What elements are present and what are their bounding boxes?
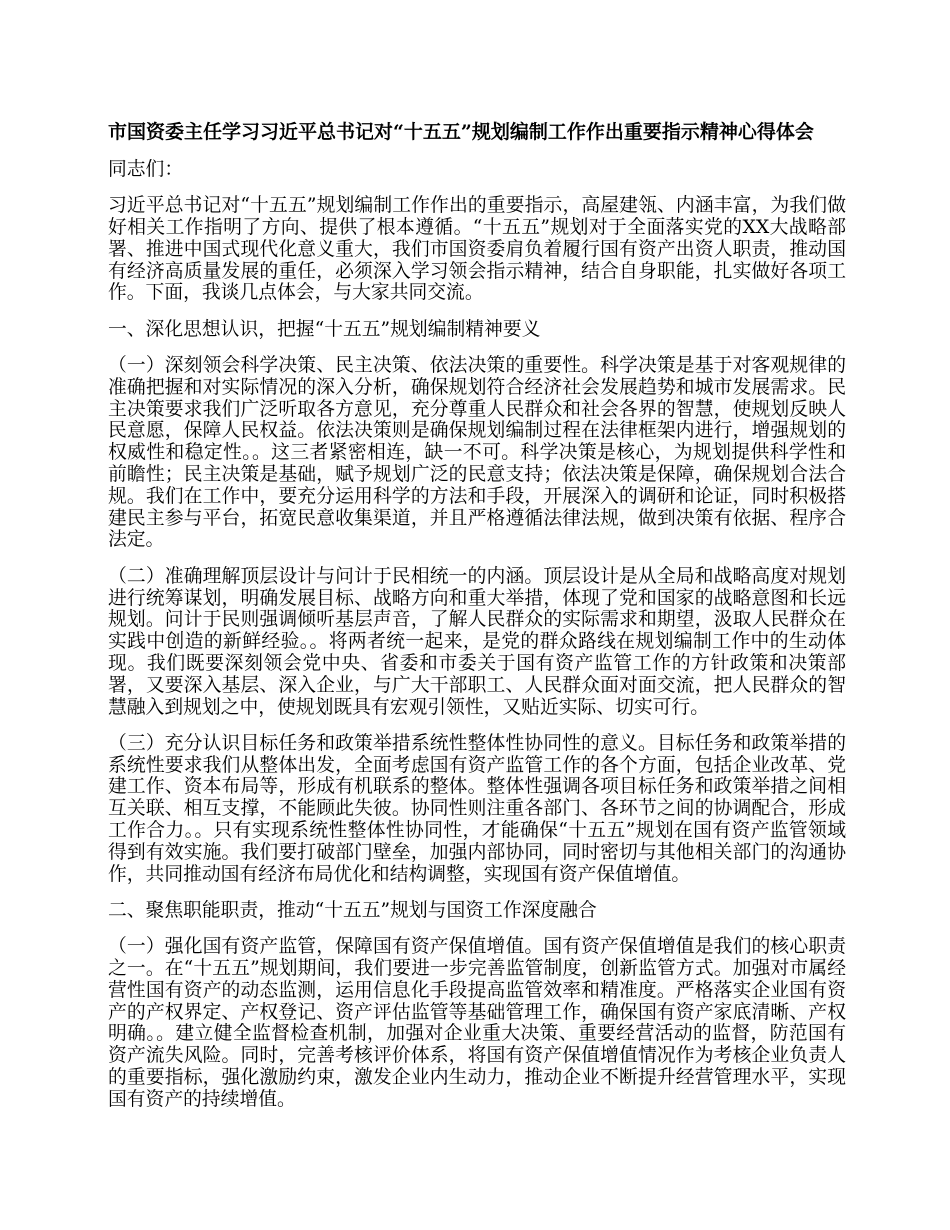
paragraph-intro: 习近平总书记对“十五五”规划编制工作作出的重要指示，高屋建瓴、内涵丰富，为我们做好相关工作指明了方向、提供了根本遵循。“十五五”规划对于全面落实党的XX大战略部署、推进中国式现代化意义重大，我们市国资委肩负着履行国有资产出资人职责，推动国有经济高质量发展的重任，必须深入学习领会指示精神，结合自身职能，扎实做好各项工作。下面，我谈几点体会，与大家共同交流。 [108,195,846,304]
salutation: 同志们： [108,159,184,180]
document-page [108,121,846,1125]
paragraph-1-1: （一）深刻领会科学决策、民主决策、依法决策的重要性。科学决策是基于对客观规律的准确把握和对实际情况的深入分析，确保规划符合经济社会发展趋势和城市发展需求。民主决策要求我们广泛听取各方意见，充分尊重人民群众和社会各界的智慧，使规划反映人民意愿，保障人民权益。依法决策则是确保规划编制过程在法律框架内进行，增强规划的权威性和稳定性。。这三者紧密相连，缺一不可。科学决策是核心，为规划提供科学性和前瞻性；民主决策是基础，赋予规划广泛的民意支持；依法决策是保障，确保规划合法合规。我们在工作中，要充分运用科学的方法和手段，开展深入的调研和论证，同时积极搭建民主参与平台，拓宽民意收集渠道，并且严格遵循法律法规，做到决策有依据、程序合法定。 [108,355,846,551]
paragraph-2-1: （一）强化国有资产监管，保障国有资产保值增值。国有资产保值增值是我们的核心职责之一。在“十五五”规划期间，我们要进一步完善监管制度，创新监管方式。加强对市属经营性国有资产的动态监测，运用信息化手段提高监管效率和精准度。严格落实企业国有资产的产权界定、产权登记、资产评估监管等基础管理工作，确保国有资产家底清晰、产权明确。。建立健全监督检查机制，加强对企业重大决策、重要经营活动的监督，防范国有资产流失风险。同时，完善考核评价体系，将国有资产保值增值情况作为考核企业负责人的重要指标，强化激励约束，激发企业内生动力，推动企业不断提升经营管理水平，实现国有资产的持续增值。 [108,936,846,1110]
section-heading-2: 二、聚焦职能职责，推动“十五五”规划与国资工作深度融合 [108,899,597,921]
document-title: 市国资委主任学习习近平总书记对“十五五”规划编制工作作出重要指示精神心得体会 [108,121,814,143]
paragraph-1-3: （三）充分认识目标任务和政策举措系统性整体性协同性的意义。目标任务和政策举措的系统性要求我们从整体出发，全面考虑国有资产监管工作的各个方面，包括企业改革、党建工作、资本布局等，形成有机联系的整体。整体性强调各项目标任务和政策举措之间相互关联、相互支撑，不能顾此失彼。协同性则注重各部门、各环节之间的协调配合，形成工作合力。。只有实现系统性整体性协同性，才能确保“十五五”规划在国有资产监管领域得到有效实施。我们要打破部门壁垒，加强内部协同，同时密切与其他相关部门的沟通协作，共同推动国有经济布局优化和结构调整，实现国有资产保值增值。 [108,732,846,885]
paragraph-1-2: （二）准确理解顶层设计与问计于民相统一的内涵。顶层设计是从全局和战略高度对规划进行统筹谋划，明确发展目标、战略方向和重大举措，体现了党和国家的战略意图和长远规划。问计于民则强调倾听基层声音，了解人民群众的实际需求和期望，汲取人民群众在实践中创造的新鲜经验。。将两者统一起来，是党的群众路线在规划编制工作中的生动体现。我们既要深刻领会党中央、省委和市委关于国有资产监管工作的方针政策和决策部署，又要深入基层、深入企业，与广大干部职工、人民群众面对面交流，把人民群众的智慧融入到规划之中，使规划既具有宏观引领性，又贴近实际、切实可行。 [108,565,846,718]
section-heading-1: 一、深化思想认识，把握“十五五”规划编制精神要义 [108,318,541,340]
